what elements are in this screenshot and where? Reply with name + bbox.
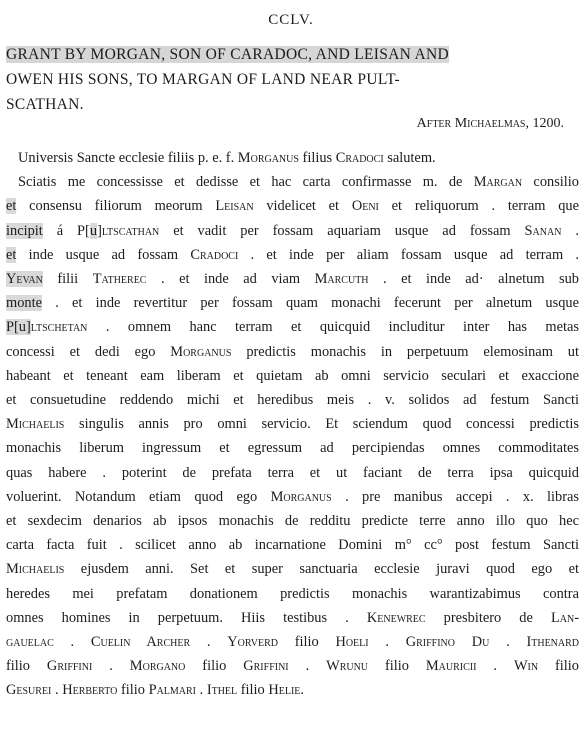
text-segment: carta facta fuit . scilicet anno ab incarnatione Domini m° cc° post festum Sancti bbox=[6, 537, 579, 554]
text-segment: ejusdem anni. Set et super sanctuaria ecclesie juravi quod ego et bbox=[64, 561, 579, 578]
text-segment: filio bbox=[6, 658, 47, 675]
text-line bbox=[6, 509, 579, 533]
text-segment: filio bbox=[185, 658, 244, 675]
text-line bbox=[6, 170, 579, 194]
proper-name: Kenewrec bbox=[366, 609, 426, 626]
text-line bbox=[6, 315, 579, 339]
text-segment: videlicet et bbox=[253, 198, 352, 215]
text-line bbox=[6, 291, 579, 315]
text-segment: concessi et dedi ego bbox=[6, 343, 171, 360]
text-segment: . bbox=[190, 634, 228, 651]
proper-name: Sanan bbox=[524, 222, 562, 239]
proper-name: Margan bbox=[473, 174, 523, 191]
proper-name: Ithel bbox=[206, 682, 238, 699]
charter-body bbox=[6, 146, 579, 703]
text-segment: singulis annis pro omni servicio. Et sciendum quod concessi predictis bbox=[64, 416, 579, 433]
text-line bbox=[6, 678, 579, 702]
proper-name: Cradoci bbox=[335, 150, 384, 166]
text-segment: presbitero de bbox=[425, 609, 551, 626]
text-segment: inde usque ad fossam bbox=[16, 246, 191, 263]
proper-name: Oeni bbox=[351, 198, 379, 215]
text-segment: . bbox=[288, 658, 327, 675]
proper-name: Leisan bbox=[215, 198, 254, 215]
proper-name: Yorverd bbox=[227, 634, 278, 651]
text-segment: . et inde per aliam fossam usque ad terram . bbox=[238, 246, 579, 263]
proper-name: Marcuth bbox=[314, 271, 369, 288]
text-segment: filii bbox=[42, 271, 93, 288]
proper-name: Michaelis bbox=[6, 561, 65, 578]
text-segment: . pre manibus accepi . x. libras bbox=[331, 488, 579, 505]
text-segment: Universis Sancte ecclesie filiis p. e. f. bbox=[18, 150, 238, 166]
text-segment: . bbox=[300, 682, 305, 699]
proper-name: Cuelin Archer bbox=[90, 634, 191, 651]
proper-name: Herberto bbox=[62, 682, 118, 699]
proper-name: Tatherec bbox=[92, 271, 147, 288]
text-segment: ] bbox=[97, 222, 102, 239]
text-segment: incipit bbox=[6, 222, 43, 239]
proper-name: Lan- bbox=[550, 609, 579, 626]
title-line-1: GRANT BY MORGAN, SON OF CARADOC, AND LEISAN AND bbox=[6, 46, 449, 63]
text-segment: . bbox=[561, 222, 579, 239]
text-line bbox=[6, 267, 579, 291]
text-segment: et vadit per fossam aquariam usque ad fossam bbox=[159, 222, 525, 239]
proper-name: Morganus bbox=[237, 150, 299, 166]
text-segment: filio bbox=[117, 682, 149, 699]
text-segment: ] bbox=[26, 319, 31, 336]
text-line bbox=[6, 461, 579, 485]
text-segment: . omnem hanc terram et quicquid includitur inter has metas bbox=[87, 319, 579, 336]
text-segment: Sciatis me concessisse et dedisse et hac carta confirmasse m. de bbox=[18, 174, 474, 191]
text-segment: et bbox=[6, 246, 17, 263]
text-segment: quas habere . poterint de prefata terra et ut faciant de terra ipsa quicquid bbox=[6, 464, 579, 481]
proper-name: Cradoci bbox=[190, 246, 239, 263]
text-segment: consensu filiorum meorum bbox=[16, 198, 216, 215]
text-line bbox=[6, 436, 579, 460]
text-line bbox=[6, 243, 579, 267]
text-line bbox=[6, 219, 579, 243]
text-segment: predictis monachis in perpetuum elemosinam ut bbox=[231, 343, 579, 360]
proper-name: Mauricii bbox=[425, 658, 477, 675]
proper-name: Michaelis bbox=[6, 416, 65, 433]
text-segment: salutem. bbox=[383, 150, 436, 166]
text-segment: voluerint. Notandum etiam quod ego bbox=[6, 488, 271, 505]
text-segment: filius bbox=[298, 150, 336, 166]
text-segment: P[ bbox=[6, 319, 19, 336]
text-segment: u bbox=[18, 319, 26, 336]
text-segment: . bbox=[51, 682, 63, 699]
text-line bbox=[6, 340, 579, 364]
charter-date: After Michaelmas, 1200. bbox=[416, 116, 564, 131]
proper-name: Morganus bbox=[170, 343, 232, 360]
text-segment: monachis liberum ingressum et egressum ad percipiendas omnes commoditates bbox=[6, 440, 579, 457]
text-line bbox=[6, 485, 579, 509]
text-segment: filio bbox=[538, 658, 579, 675]
proper-name: Griffino Du bbox=[405, 634, 490, 651]
text-segment: . et inde ad· alnetum sub bbox=[368, 271, 580, 288]
proper-name: Wrunu bbox=[326, 658, 369, 675]
text-segment: . et inde revertitur per fossam quam monachi fecerunt per alnetum usque bbox=[41, 295, 579, 312]
text-segment: . bbox=[53, 634, 91, 651]
proper-name: Hoeli bbox=[335, 634, 369, 651]
charter-title bbox=[6, 42, 578, 117]
title-line: OWEN HIS SONS, TO MARGAN OF LAND NEAR PULT- bbox=[6, 71, 400, 88]
proper-name: Griffini bbox=[243, 658, 289, 675]
text-segment: filio bbox=[237, 682, 269, 699]
proper-name: Yevan bbox=[6, 271, 43, 288]
text-segment: et bbox=[6, 198, 17, 215]
text-segment: et sexdecim denarios ab ipsos monachis de redditu predicte terre anno illo quo hec bbox=[6, 513, 579, 530]
text-segment: consilio bbox=[522, 174, 579, 191]
text-line bbox=[6, 533, 579, 557]
text-line bbox=[6, 364, 579, 388]
proper-name: ltschetan bbox=[30, 319, 88, 336]
proper-name: Win bbox=[513, 658, 539, 675]
text-line bbox=[6, 412, 579, 436]
text-line bbox=[6, 654, 579, 678]
text-line bbox=[6, 557, 579, 581]
text-segment: á P[ bbox=[42, 222, 90, 239]
text-segment: omnes homines in perpetuum. Hiis testibus . bbox=[6, 609, 367, 626]
text-segment: heredes mei prefatam donationem predictis monachis warantizabimus contra bbox=[6, 585, 579, 602]
text-line bbox=[6, 630, 579, 654]
text-segment: . et inde ad viam bbox=[146, 271, 315, 288]
text-segment: . bbox=[368, 634, 406, 651]
text-line bbox=[6, 582, 579, 606]
text-segment: filio bbox=[368, 658, 426, 675]
proper-name: Morgano bbox=[129, 658, 186, 675]
text-segment: et reliquorum . terram que bbox=[378, 198, 579, 215]
proper-name: Ithenard bbox=[526, 634, 580, 651]
text-segment: . bbox=[489, 634, 527, 651]
title-line: SCATHAN. bbox=[6, 96, 84, 113]
text-segment: u bbox=[89, 222, 98, 239]
proper-name: Morganus bbox=[270, 488, 332, 505]
text-line bbox=[6, 194, 579, 218]
charter-number: CCLV. bbox=[268, 12, 314, 28]
text-line bbox=[6, 146, 579, 170]
text-segment: monte bbox=[6, 295, 42, 312]
title-line bbox=[6, 42, 578, 67]
text-line bbox=[6, 606, 579, 630]
proper-name: Helie bbox=[268, 682, 301, 699]
proper-name: Palmari bbox=[148, 682, 197, 699]
text-line bbox=[6, 388, 579, 412]
text-segment: habeant et teneant eam liberam et quietam ab omni servicio seculari et exaccione bbox=[6, 367, 579, 384]
proper-name: ltscathan bbox=[101, 222, 160, 239]
text-segment: . bbox=[92, 658, 130, 675]
proper-name: Gesurei bbox=[6, 682, 52, 699]
text-segment: . bbox=[476, 658, 514, 675]
text-segment: et consuetudine reddendo michi et heredibus meis . v. solidos ad festum Sancti bbox=[6, 392, 579, 409]
text-segment: filio bbox=[277, 634, 336, 651]
proper-name: Griffini bbox=[46, 658, 93, 675]
text-segment: . bbox=[196, 682, 207, 699]
proper-name: gauelac bbox=[6, 634, 54, 651]
